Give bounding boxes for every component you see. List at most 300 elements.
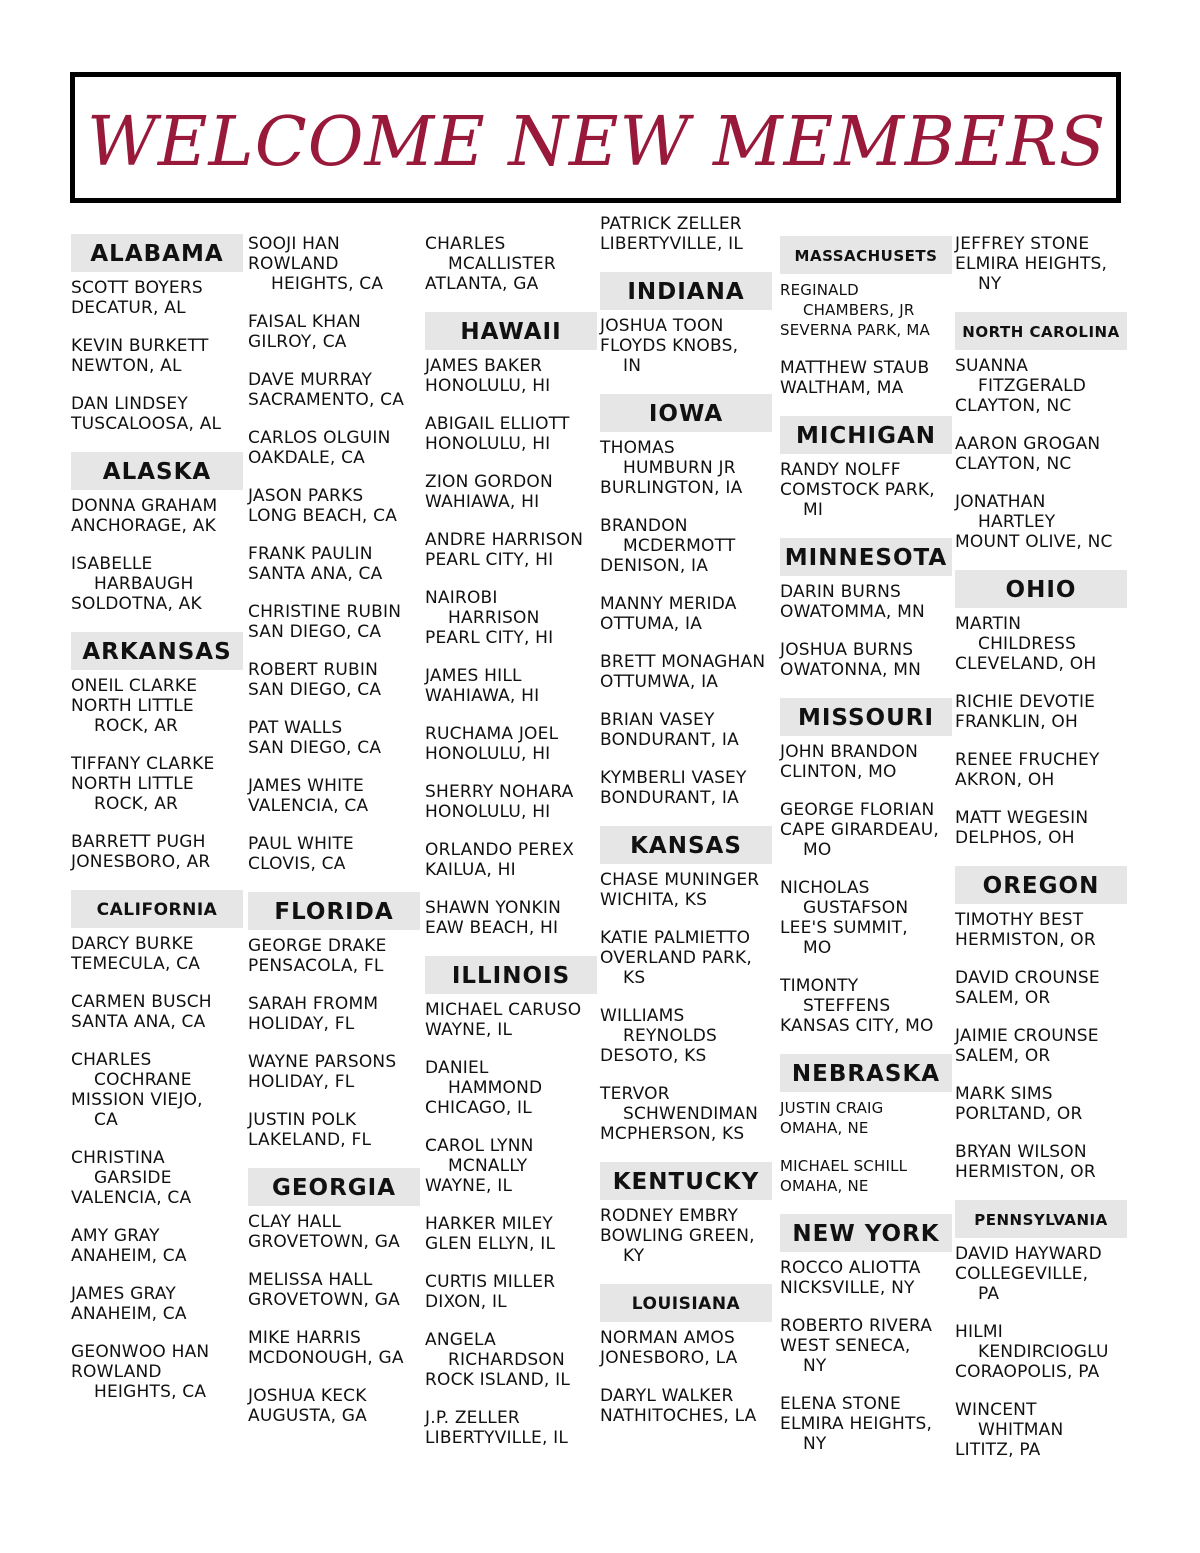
member-name: NAIROBI (425, 588, 498, 608)
member-entry (600, 768, 772, 808)
member-name: ANGELA (425, 1330, 496, 1350)
member-name: AMY GRAY (71, 1226, 160, 1246)
member-name: ISABELLE (71, 554, 153, 574)
member-entry (71, 754, 243, 814)
member-name: CARMEN BUSCH (71, 992, 212, 1012)
member-entry (71, 336, 243, 376)
member-line: OMAHA, NE (780, 1119, 869, 1137)
member-entry (600, 214, 772, 254)
state-header: KANSAS (600, 826, 772, 864)
member-line: MOUNT OLIVE, NC (955, 532, 1113, 552)
member-line: SALEM, OR (955, 988, 1051, 1008)
member-line: DELPHOS, OH (955, 828, 1075, 848)
member-entry (425, 356, 597, 396)
member-entry (248, 994, 420, 1034)
member-line: ANAHEIM, CA (71, 1304, 187, 1324)
member-line: KAILUA, HI (425, 860, 516, 880)
member-name: MATT WEGESIN (955, 808, 1089, 828)
member-entry (71, 676, 243, 736)
member-name: JASON PARKS (248, 486, 364, 506)
member-entry (600, 1386, 772, 1426)
member-entry (780, 1258, 952, 1298)
member-entry (600, 652, 772, 692)
member-entry (248, 1052, 420, 1092)
member-name: TIMOTHY BEST (955, 910, 1084, 930)
member-name: KEVIN BURKETT (71, 336, 209, 356)
member-line: CAPE GIRARDEAU, (780, 820, 939, 840)
member-entry (600, 870, 772, 910)
member-line: GILROY, CA (248, 332, 347, 352)
member-name: WINCENT (955, 1400, 1037, 1420)
member-name: CHASE MUNINGER (600, 870, 760, 890)
member-name: SCOTT BOYERS (71, 278, 203, 298)
member-name: PAUL WHITE (248, 834, 354, 854)
member-entry (425, 588, 597, 648)
member-entry (955, 234, 1127, 294)
member-line: SAN DIEGO, CA (248, 738, 382, 758)
member-name: JUSTIN CRAIG (780, 1099, 884, 1117)
member-line: FITZGERALD (978, 376, 1087, 396)
member-line: SANTA ANA, CA (248, 564, 383, 584)
member-line: ANCHORAGE, AK (71, 516, 216, 536)
member-name: CARLOS OLGUIN (248, 428, 391, 448)
member-column-2 (248, 234, 420, 1444)
member-line: BOWLING GREEN, (600, 1226, 755, 1246)
state-header: HAWAII (425, 312, 597, 350)
member-name: BARRETT PUGH (71, 832, 206, 852)
member-line: OVERLAND PARK, (600, 948, 752, 968)
member-entry (955, 1322, 1127, 1382)
member-entry (425, 724, 597, 764)
member-line: IN (623, 356, 642, 376)
member-name: NORMAN AMOS (600, 1328, 735, 1348)
member-line: LITITZ, PA (955, 1440, 1041, 1460)
member-entry (71, 992, 243, 1032)
member-entry (955, 492, 1127, 552)
member-name: CURTIS MILLER (425, 1272, 556, 1292)
member-line: GUSTAFSON (803, 898, 909, 918)
member-line: CHICAGO, IL (425, 1098, 532, 1118)
member-line: RICHARDSON (448, 1350, 565, 1370)
member-entry (600, 928, 772, 988)
member-line: NY (978, 274, 1002, 294)
member-entry (955, 1026, 1127, 1066)
member-line: ELMIRA HEIGHTS, (780, 1414, 933, 1434)
member-line: ROWLAND (248, 254, 339, 274)
member-entry (600, 316, 772, 376)
member-name: MARTIN (955, 614, 1022, 634)
member-line: WAYNE, IL (425, 1176, 513, 1196)
member-name: PATRICK ZELLER (600, 214, 742, 234)
member-column-6 (955, 234, 1127, 1478)
member-name: DAVID CROUNSE (955, 968, 1100, 988)
member-line: PEARL CITY, HI (425, 628, 554, 648)
member-line: HERMISTON, OR (955, 1162, 1096, 1182)
member-line: TEMECULA, CA (71, 954, 201, 974)
member-entry (248, 1270, 420, 1310)
member-line: HARRISON (448, 608, 540, 628)
member-line: HERMISTON, OR (955, 930, 1096, 950)
member-line: SANTA ANA, CA (71, 1012, 206, 1032)
member-name: CHRISTINA (71, 1148, 165, 1168)
member-name: GEORGE FLORIAN (780, 800, 935, 820)
member-line: MISSION VIEJO, (71, 1090, 203, 1110)
member-name: RUCHAMA JOEL (425, 724, 559, 744)
member-name: ONEIL CLARKE (71, 676, 198, 696)
member-column-3 (425, 234, 597, 1466)
member-name: REGINALD (780, 281, 859, 299)
member-line: GROVETOWN, GA (248, 1290, 400, 1310)
member-line: CLEVELAND, OH (955, 654, 1097, 674)
member-line: CLAYTON, NC (955, 396, 1072, 416)
member-entry (248, 718, 420, 758)
member-entry (955, 968, 1127, 1008)
member-name: ANDRE HARRISON (425, 530, 584, 550)
member-entry (600, 594, 772, 634)
member-entry (71, 934, 243, 974)
member-line: ROCK ISLAND, IL (425, 1370, 571, 1390)
member-entry (600, 710, 772, 750)
member-entry (425, 666, 597, 706)
state-header: MISSOURI (780, 698, 952, 736)
member-line: HOLIDAY, FL (248, 1014, 355, 1034)
member-name: SHERRY NOHARA (425, 782, 574, 802)
member-line: HONOLULU, HI (425, 744, 551, 764)
member-line: SCHWENDIMAN (623, 1104, 759, 1124)
member-entry (425, 1330, 597, 1390)
member-entry (780, 1098, 952, 1138)
member-line: CORAOPOLIS, PA (955, 1362, 1100, 1382)
member-name: FAISAL KHAN (248, 312, 361, 332)
member-line: NORTH LITTLE (71, 774, 194, 794)
member-entry (600, 1006, 772, 1066)
member-name: RENEE FRUCHEY (955, 750, 1100, 770)
member-entry (955, 1084, 1127, 1124)
member-entry (71, 554, 243, 614)
member-line: REYNOLDS (623, 1026, 717, 1046)
state-header: CALIFORNIA (71, 890, 243, 928)
member-line: VALENCIA, CA (248, 796, 369, 816)
member-entry (600, 438, 772, 498)
state-header: OHIO (955, 570, 1127, 608)
member-line: COCHRANE (94, 1070, 192, 1090)
member-entry (955, 808, 1127, 848)
member-line: LAKELAND, FL (248, 1130, 372, 1150)
member-name: NICHOLAS (780, 878, 870, 898)
member-entry (955, 1142, 1127, 1182)
member-entry (248, 834, 420, 874)
member-name: CHARLES (425, 234, 506, 254)
member-entry (71, 394, 243, 434)
member-entry (780, 878, 952, 958)
member-line: MO (803, 840, 832, 860)
member-line: KS (623, 968, 646, 988)
member-line: PENSACOLA, FL (248, 956, 384, 976)
member-name: JAIMIE CROUNSE (955, 1026, 1099, 1046)
member-line: MCNALLY (448, 1156, 528, 1176)
member-name: JAMES WHITE (248, 776, 364, 796)
member-line: BONDURANT, IA (600, 788, 739, 808)
state-header: KENTUCKY (600, 1162, 772, 1200)
member-name: DARIN BURNS (780, 582, 901, 602)
member-entry (248, 660, 420, 700)
member-entry (425, 782, 597, 822)
member-name: HARKER MILEY (425, 1214, 554, 1234)
member-column-4 (600, 214, 772, 1444)
member-entry (71, 832, 243, 872)
member-name: GEORGE DRAKE (248, 936, 387, 956)
member-name: TERVOR (600, 1084, 670, 1104)
member-entry (71, 1148, 243, 1208)
member-entry (71, 1050, 243, 1130)
member-name: CLAY HALL (248, 1212, 341, 1232)
member-entry (248, 312, 420, 352)
member-entry (600, 516, 772, 576)
member-line: BURLINGTON, IA (600, 478, 743, 498)
state-header: NEW YORK (780, 1214, 952, 1252)
member-line: OWATONNA, MN (780, 660, 921, 680)
member-name: MELISSA HALL (248, 1270, 373, 1290)
member-entry (600, 1328, 772, 1368)
member-line: DECATUR, AL (71, 298, 186, 318)
member-name: WILLIAMS (600, 1006, 685, 1026)
member-line: GROVETOWN, GA (248, 1232, 400, 1252)
member-line: PEARL CITY, HI (425, 550, 554, 570)
member-line: SOLDOTNA, AK (71, 594, 202, 614)
member-entry (955, 692, 1127, 732)
member-column-5 (780, 236, 952, 1472)
member-line: HOLIDAY, FL (248, 1072, 355, 1092)
member-line: SALEM, OR (955, 1046, 1051, 1066)
state-header: ALASKA (71, 452, 243, 490)
member-entry (780, 358, 952, 398)
member-entry (955, 910, 1127, 950)
member-name: RODNEY EMBRY (600, 1206, 739, 1226)
member-entry (955, 1244, 1127, 1304)
member-line: LIBERTYVILLE, IL (425, 1428, 569, 1448)
member-line: BONDURANT, IA (600, 730, 739, 750)
member-name: BRANDON (600, 516, 688, 536)
member-line: PORLTAND, OR (955, 1104, 1083, 1124)
member-name: MATTHEW STAUB (780, 358, 930, 378)
member-name: JOHN BRANDON (780, 742, 919, 762)
member-line: STEFFENS (803, 996, 891, 1016)
member-entry (600, 1084, 772, 1144)
member-entry (248, 428, 420, 468)
member-entry (425, 234, 597, 294)
member-line: LEE'S SUMMIT, (780, 918, 908, 938)
member-name: SOOJI HAN (248, 234, 340, 254)
member-name: DONNA GRAHAM (71, 496, 218, 516)
member-line: COLLEGEVILLE, (955, 1264, 1089, 1284)
member-entry (600, 1206, 772, 1266)
member-line: AUGUSTA, GA (248, 1406, 367, 1426)
member-name: ELENA STONE (780, 1394, 901, 1414)
state-header: OREGON (955, 866, 1127, 904)
member-line: OTTUMA, IA (600, 614, 703, 634)
member-name: J.P. ZELLER (425, 1408, 520, 1428)
member-line: OWATOMMA, MN (780, 602, 925, 622)
member-name: ZION GORDON (425, 472, 553, 492)
member-line: VALENCIA, CA (71, 1188, 192, 1208)
member-name: JONATHAN (955, 492, 1046, 512)
member-name: TIMONTY (780, 976, 859, 996)
member-line: OMAHA, NE (780, 1177, 869, 1195)
member-entry (425, 472, 597, 512)
member-name: ROBERTO RIVERA (780, 1316, 933, 1336)
member-name: MARK SIMS (955, 1084, 1053, 1104)
state-header: MICHIGAN (780, 416, 952, 454)
member-line: ATLANTA, GA (425, 274, 539, 294)
member-line: COMSTOCK PARK, (780, 480, 935, 500)
member-line: DIXON, IL (425, 1292, 507, 1312)
member-name: KATIE PALMIETTO (600, 928, 751, 948)
member-name: ORLANDO PEREX (425, 840, 575, 860)
member-name: MANNY MERIDA (600, 594, 737, 614)
member-column-1 (71, 222, 243, 1420)
state-header: LOUISIANA (600, 1284, 772, 1322)
member-name: MIKE HARRIS (248, 1328, 362, 1348)
state-header: NORTH CAROLINA (955, 312, 1127, 350)
member-name: CHRISTINE RUBIN (248, 602, 402, 622)
member-entry (780, 1156, 952, 1196)
member-line: SACRAMENTO, CA (248, 390, 405, 410)
member-name: THOMAS (600, 438, 675, 458)
member-name: AARON GROGAN (955, 434, 1101, 454)
member-name: SARAH FROMM (248, 994, 379, 1014)
member-entry (955, 614, 1127, 674)
spacer (71, 222, 243, 234)
member-name: CHARLES (71, 1050, 152, 1070)
state-header: NEBRASKA (780, 1054, 952, 1092)
member-entry (425, 840, 597, 880)
member-entry (425, 1136, 597, 1196)
member-line: TUSCALOOSA, AL (71, 414, 222, 434)
member-name: GEONWOO HAN (71, 1342, 210, 1362)
member-line: HUMBURN JR (623, 458, 736, 478)
member-entry (425, 414, 597, 454)
member-entry (425, 1272, 597, 1312)
member-name: HILMI (955, 1322, 1003, 1342)
member-entry (780, 742, 952, 782)
member-entry (71, 278, 243, 318)
member-line: ROWLAND (71, 1362, 162, 1382)
member-line: NY (803, 1434, 827, 1454)
state-header: ILLINOIS (425, 956, 597, 994)
member-line: CA (94, 1110, 118, 1130)
member-name: BRIAN VASEY (600, 710, 715, 730)
member-name: DARCY BURKE (71, 934, 194, 954)
member-entry (780, 280, 952, 340)
member-line: WAHIAWA, HI (425, 686, 540, 706)
member-line: NICKSVILLE, NY (780, 1278, 915, 1298)
member-line: WEST SENECA, (780, 1336, 911, 1356)
page-title: WELCOME NEW MEMBERS (87, 103, 1107, 182)
state-header: INDIANA (600, 272, 772, 310)
member-line: SAN DIEGO, CA (248, 622, 382, 642)
member-entry (248, 486, 420, 526)
member-line: HARTLEY (978, 512, 1056, 532)
member-line: HARBAUGH (94, 574, 194, 594)
member-line: ROCK, AR (94, 716, 179, 736)
member-name: BRYAN WILSON (955, 1142, 1087, 1162)
member-line: NATHITOCHES, LA (600, 1406, 757, 1426)
member-line: FRANKLIN, OH (955, 712, 1078, 732)
member-line: LIBERTYVILLE, IL (600, 234, 744, 254)
member-line: LONG BEACH, CA (248, 506, 398, 526)
member-entry (248, 776, 420, 816)
member-entry (71, 1284, 243, 1324)
member-line: WAYNE, IL (425, 1020, 513, 1040)
member-line: WICHITA, KS (600, 890, 708, 910)
member-name: ABIGAIL ELLIOTT (425, 414, 570, 434)
member-entry (248, 1212, 420, 1252)
member-line: KANSAS CITY, MO (780, 1016, 934, 1036)
member-entry (955, 750, 1127, 790)
member-entry (780, 1394, 952, 1454)
member-line: HONOLULU, HI (425, 434, 551, 454)
state-header: FLORIDA (248, 892, 420, 930)
member-line: MCDONOUGH, GA (248, 1348, 404, 1368)
member-entry (248, 544, 420, 584)
member-name: MICHAEL CARUSO (425, 1000, 582, 1020)
member-line: HEIGHTS, CA (271, 274, 384, 294)
member-name: WAYNE PARSONS (248, 1052, 397, 1072)
member-line: MI (803, 500, 824, 520)
member-name: RICHIE DEVOTIE (955, 692, 1096, 712)
member-line: HEIGHTS, CA (94, 1382, 207, 1402)
member-line: CLOVIS, CA (248, 854, 346, 874)
state-header: ALABAMA (71, 234, 243, 272)
member-name: DANIEL (425, 1058, 489, 1078)
member-line: FLOYDS KNOBS, (600, 336, 739, 356)
member-line: MCDERMOTT (623, 536, 736, 556)
member-name: FRANK PAULIN (248, 544, 373, 564)
member-entry (780, 640, 952, 680)
member-line: MO (803, 938, 832, 958)
member-line: PA (978, 1284, 1000, 1304)
member-name: SUANNA (955, 356, 1029, 376)
member-name: JEFFREY STONE (955, 234, 1090, 254)
member-line: NY (803, 1356, 827, 1376)
member-entry (248, 602, 420, 642)
member-line: OTTUMWA, IA (600, 672, 719, 692)
member-name: DAVID HAYWARD (955, 1244, 1102, 1264)
member-line: WHITMAN (978, 1420, 1064, 1440)
member-entry (248, 1328, 420, 1368)
member-line: ELMIRA HEIGHTS, (955, 254, 1108, 274)
state-header: MINNESOTA (780, 538, 952, 576)
state-header: ARKANSAS (71, 632, 243, 670)
member-name: ROCCO ALIOTTA (780, 1258, 921, 1278)
member-line: CHAMBERS, JR (803, 301, 915, 319)
member-line: HONOLULU, HI (425, 376, 551, 396)
member-line: GARSIDE (94, 1168, 172, 1188)
member-entry (955, 1400, 1127, 1460)
member-line: JONESBORO, LA (600, 1348, 738, 1368)
member-name: DAN LINDSEY (71, 394, 188, 414)
member-line: WALTHAM, MA (780, 378, 904, 398)
member-line: HONOLULU, HI (425, 802, 551, 822)
member-entry (780, 582, 952, 622)
member-line: ROCK, AR (94, 794, 179, 814)
member-line: KENDIRCIOGLU (978, 1342, 1109, 1362)
member-line: CHILDRESS (978, 634, 1077, 654)
member-name: SHAWN YONKIN (425, 898, 562, 918)
member-entry (425, 898, 597, 938)
state-header: IOWA (600, 394, 772, 432)
member-entry (955, 356, 1127, 416)
